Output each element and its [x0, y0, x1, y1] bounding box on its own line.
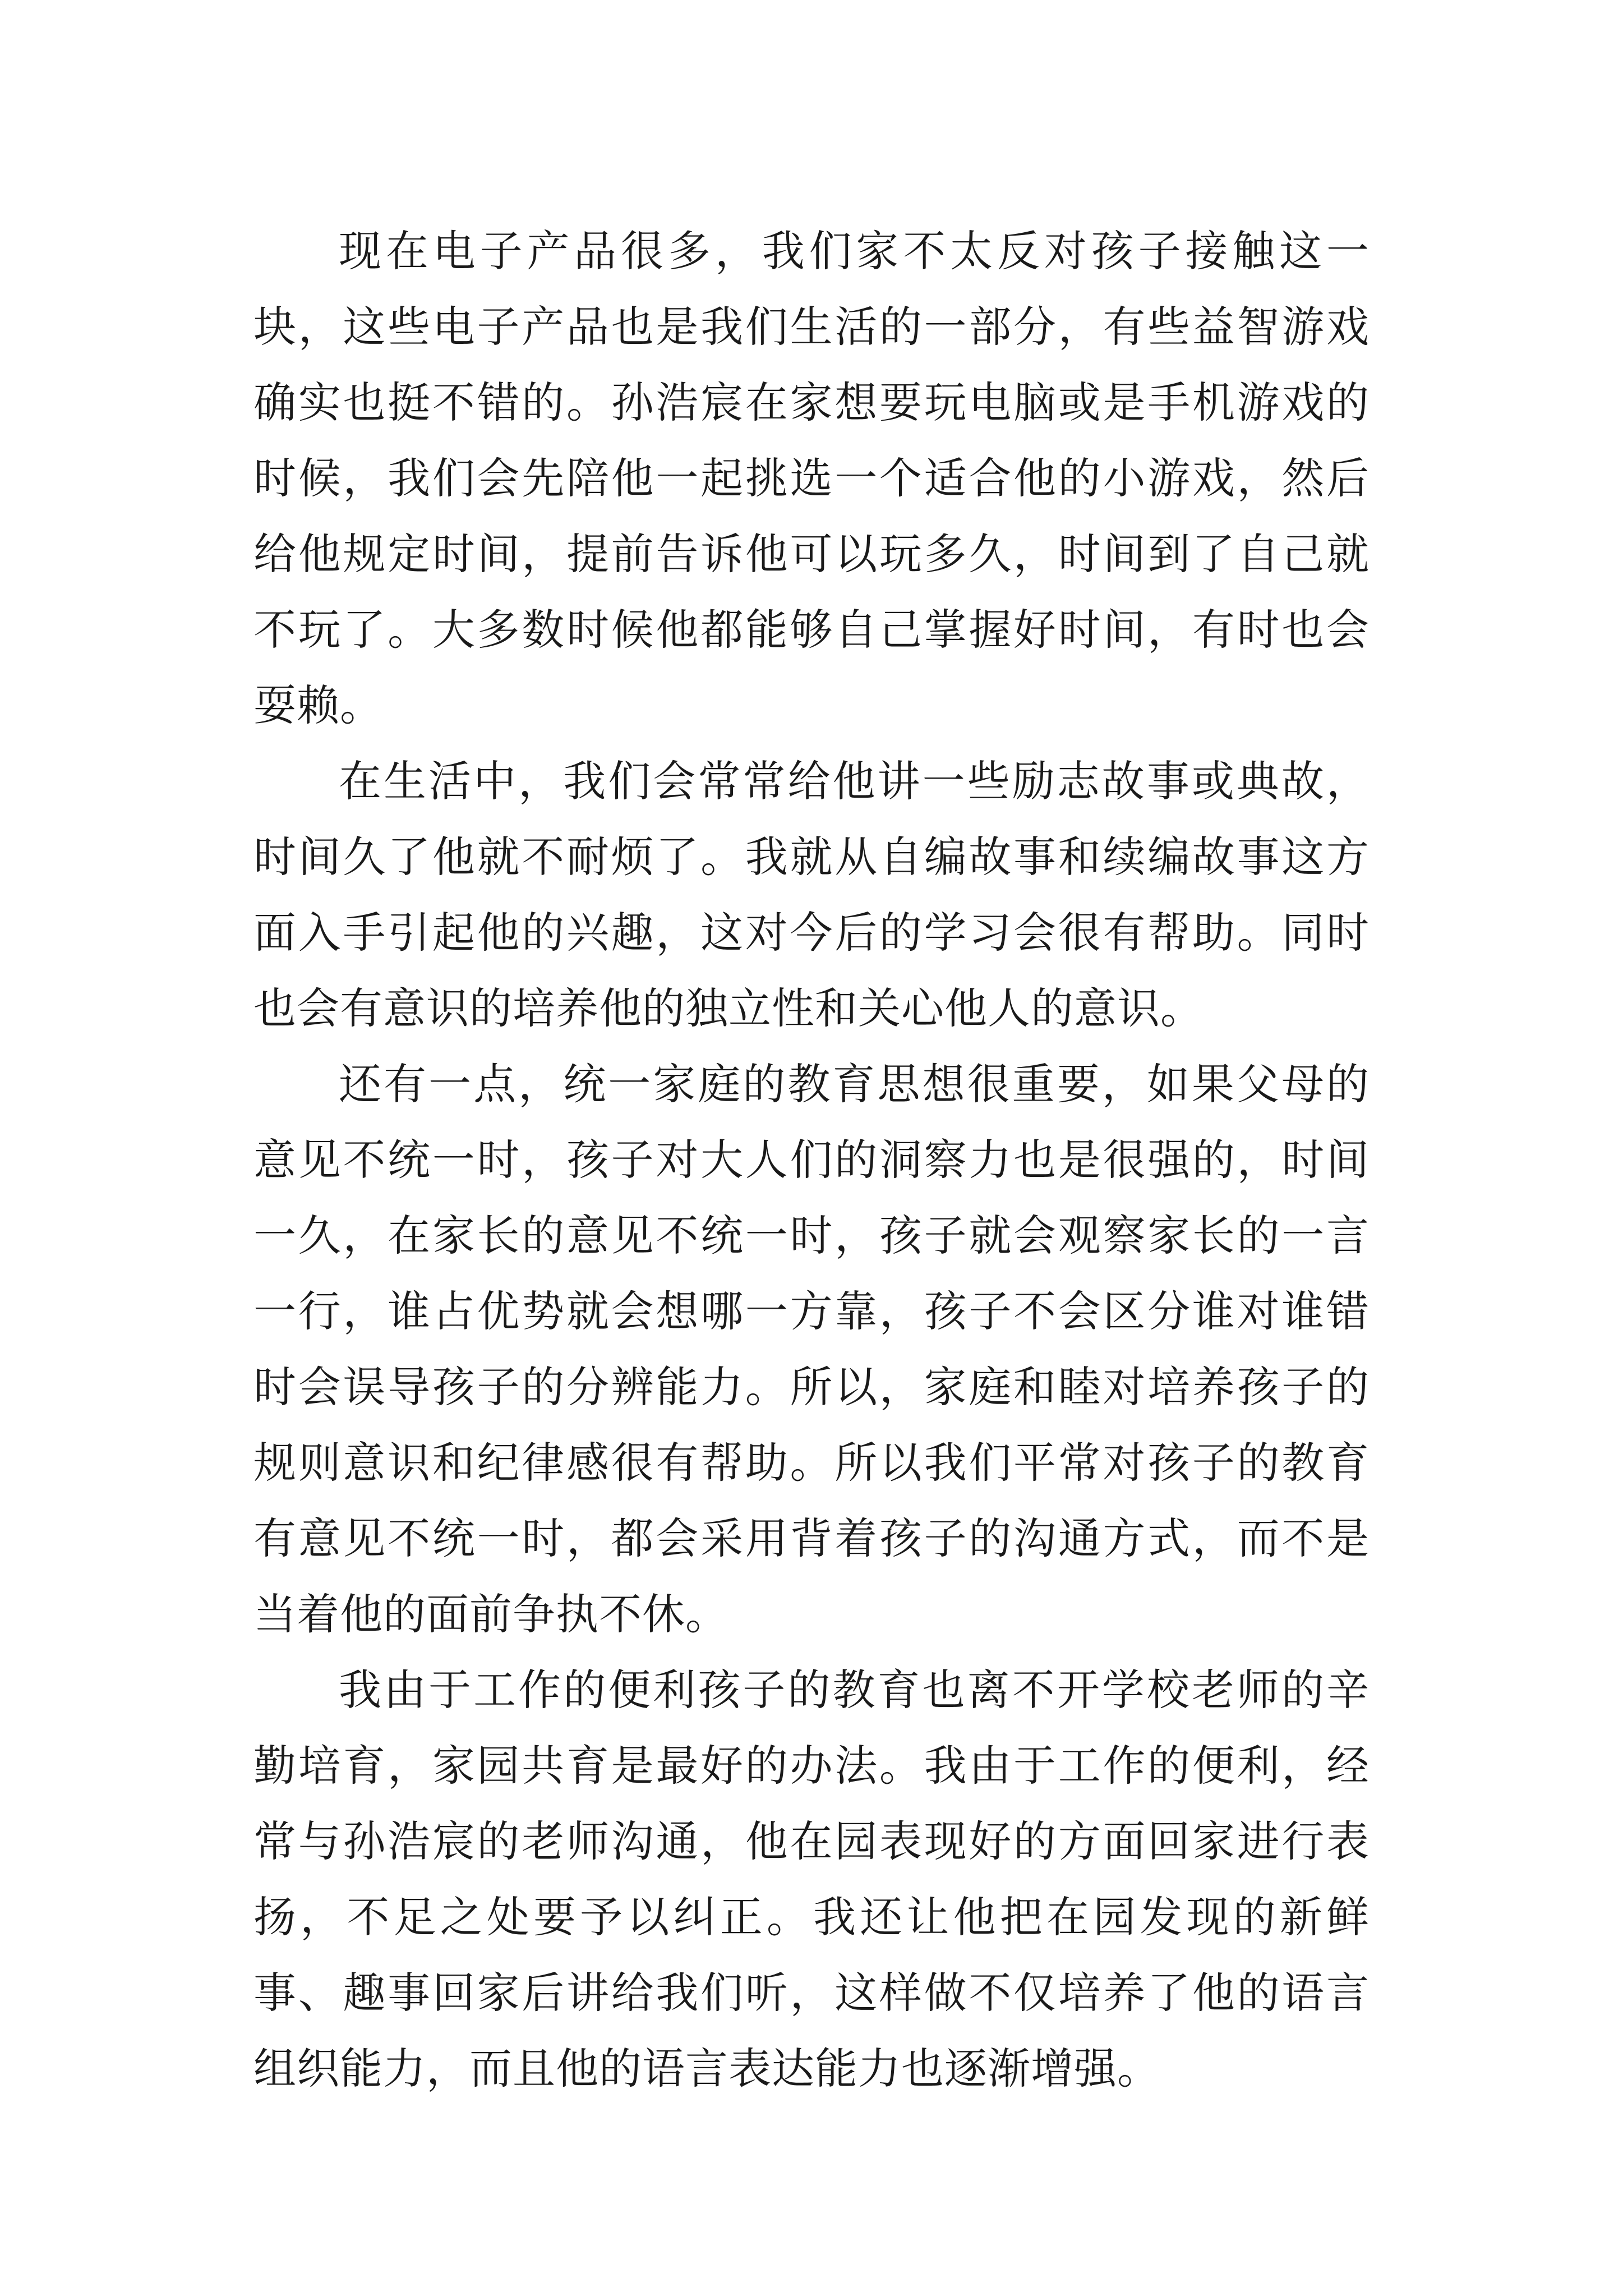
paragraph-2: 在生活中，我们会常常给他讲一些励志故事或典故，时间久了他就不耐烦了。我就从自编故事和续编故事这方面入手引起他的兴趣，这对今后的学习会很有帮助。同时也会有意识的培养他的独立性和关心他人的意识。 [253, 756, 1370, 1033]
paragraph-4: 我由于工作的便利孩子的教育也离不开学校老师的辛勤培育，家园共育是最好的办法。我由于工作的便利，经常与孙浩宸的老师沟通，他在园表现好的方面回家进行表扬，不足之处要予以纠正。我还让他把在园发现的新鲜事、趣事回家后讲给我们听，这样做不仅培养了他的语言组织能力，而且他的语言表达能力也逐渐增强。 [253, 1665, 1370, 2093]
paragraph-1: 现在电子产品很多，我们家不太反对孩子接触这一块，这些电子产品也是我们生活的一部分，有些益智游戏确实也挺不错的。孙浩宸在家想要玩电脑或是手机游戏的时候，我们会先陪他一起挑选一个适合他的小游戏，然后给他规定时间，提前告诉他可以玩多久，时间到了自己就不玩了。大多数时候他都能够自己掌握好时间，有时也会耍赖。 [253, 226, 1370, 730]
paragraph-3: 还有一点，统一家庭的教育思想很重要，如果父母的意见不统一时，孩子对大人们的洞察力也是很强的，时间一久，在家长的意见不统一时，孩子就会观察家长的一言一行，谁占优势就会想哪一方靠，孩子不会区分谁对谁错时会误导孩子的分辨能力。所以，家庭和睦对培养孩子的规则意识和纪律感很有帮助。所以我们平常对孩子的教育有意见不统一时，都会采用背着孩子的沟通方式，而不是当着他的面前争执不休。 [253, 1059, 1370, 1639]
document-body [253, 213, 1370, 2106]
